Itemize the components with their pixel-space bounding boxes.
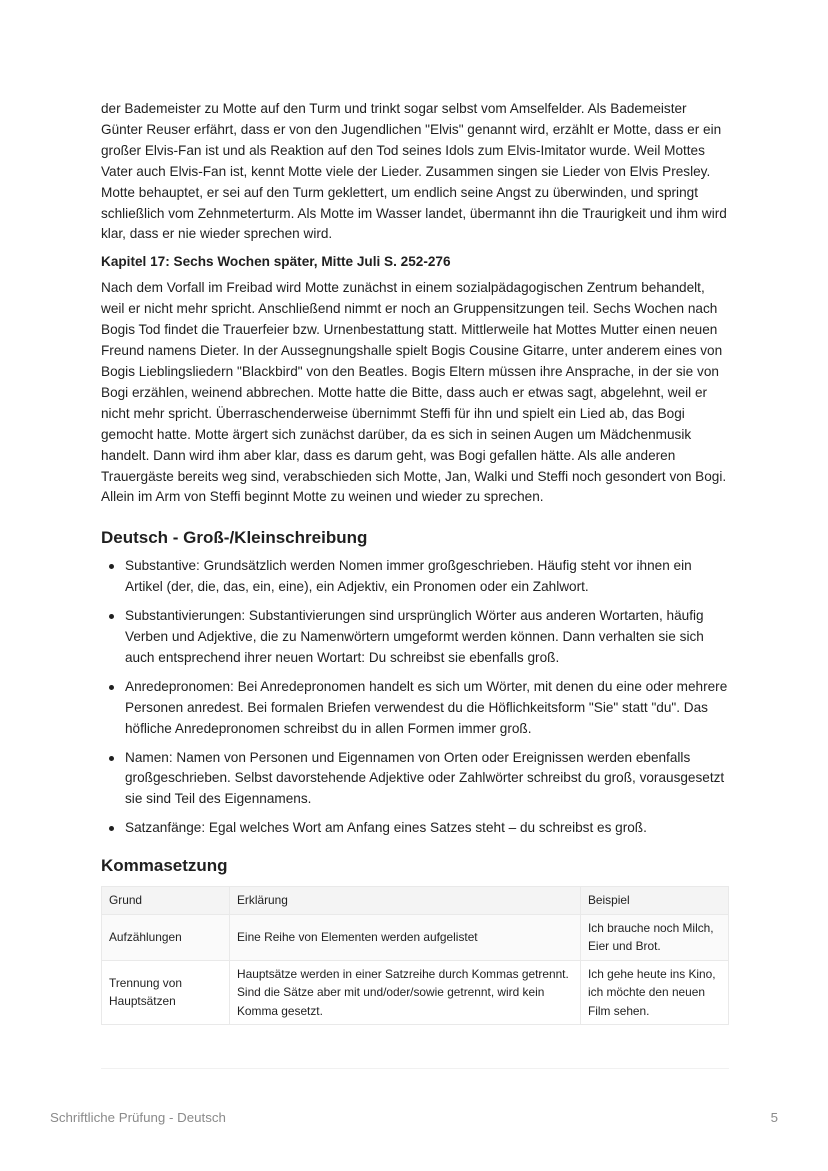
table-cell: Eine Reihe von Elementen werden aufgelistet <box>230 914 581 960</box>
grammar-rule-list <box>101 556 729 839</box>
list-item: Anredepronomen: Bei Anredepronomen handelt es sich um Wörter, mit denen du eine oder mehrere Personen anredest. Bei formalen Briefen verwendest du die Höflichkeitsform "Sie" statt "du". Das höfliche Anredepronomen schreibst du in allen Formen immer groß. <box>125 677 729 740</box>
chapter-heading: Kapitel 17: Sechs Wochen später, Mitte Juli S. 252-276 <box>101 254 451 270</box>
page-content <box>101 99 729 1025</box>
deutsch-heading: Deutsch - Groß-/Kleinschreibung <box>101 528 368 548</box>
divider <box>101 1068 729 1069</box>
table-row <box>102 914 729 960</box>
footer-title: Schriftliche Prüfung - Deutsch <box>50 1110 226 1125</box>
chapter-paragraph: Nach dem Vorfall im Freibad wird Motte zunächst in einem sozialpädagogischen Zentrum behandelt, weil er nicht mehr spricht. Anschließend nimmt er noch an Gruppensitzungen teil. Sechs Wochen nach Bogis Tod findet die Trauerfeier bzw. Urnenbestattung statt. Mittlerweile hat Mottes Mutter einen neuen Freund namens Dieter. In der Aussegnungshalle spielt Bogis Cousine Gitarre, unter anderem eines von Bogis Lieblingsliedern "Blackbird" von den Beatles. Bogis Eltern müssen ihre Ansprache, in der sie von Bogi erzählen, weinend abbrechen. Motte hatte die Bitte, dass auch er etwas sagt, abgelehnt, weil er nicht mehr spricht. Überraschenderweise übernimmt Steffi für ihn und spielt ein Lied ab, das Bogi gemocht hatte. Motte ärgert sich zunächst darüber, da es sich in seinen Augen um Mädchenmusik handelt. Dann wird ihm aber klar, dass es darum geht, was Bogi gefallen hätte. Als alle anderen Trauergäste bereits weg sind, verabschieden sich Motte, Jan, Walki und Steffi noch gesondert von Bogi. Allein im Arm von Steffi beginnt Motte zu weinen und wieder zu sprechen. <box>101 280 727 505</box>
column-header-erklaerung: Erklärung <box>230 887 581 915</box>
table-header-row <box>102 887 729 915</box>
list-item: Namen: Namen von Personen und Eigennamen von Orten oder Ereignissen werden ebenfalls großgeschrieben. Selbst davorstehende Adjektive oder Zahlwörter schreibst du groß, vorausgesetzt sie sind Teil des Eigennamens. <box>125 748 729 811</box>
list-item: Satzanfänge: Egal welches Wort am Anfang eines Satzes steht – du schreibst es groß. <box>125 818 729 839</box>
table-cell: Ich brauche noch Milch, Eier und Brot. <box>581 914 729 960</box>
komma-table <box>101 886 729 1025</box>
table-cell: Trennung von Hauptsätzen <box>102 960 230 1025</box>
komma-heading: Kommasetzung <box>101 856 228 876</box>
list-item: Substantivierungen: Substantivierungen sind ursprünglich Wörter aus anderen Wortarten, häufig Verben und Adjektive, die zu Namenwörtern umgeformt werden können. Dann verhalten sie sich auch entsprechend ihrer neuen Wortart: Du schreibst sie ebenfalls groß. <box>125 606 729 669</box>
intro-paragraph: der Bademeister zu Motte auf den Turm und trinkt sogar selbst vom Amselfelder. Als Bademeister Günter Reuser erfährt, dass er von den Jugendlichen "Elvis" genannt wird, erzählt er Motte, dass er ein großer Elvis-Fan ist und als Reaktion auf den Tod seines Idols zum Elvis-Imitator wurde. Weil Mottes Vater auch Elvis-Fan ist, kennt Motte viele der Lieder. Zusammen singen sie Lieder von Elvis Presley. Motte behauptet, er sei auf den Turm geklettert, um endlich seine Angst zu überwinden, und springt schließlich vom Zehnmeterturm. Als Motte im Wasser landet, übermannt ihn die Traurigkeit und ihm wird klar, dass er nie wieder sprechen wird. <box>101 101 727 242</box>
table-cell: Hauptsätze werden in einer Satzreihe durch Kommas getrennt. Sind die Sätze aber mit und/oder/sowie getrennt, wird kein Komma gesetzt. <box>230 960 581 1025</box>
table-cell: Ich gehe heute ins Kino, ich möchte den neuen Film sehen. <box>581 960 729 1025</box>
table-row <box>102 960 729 1025</box>
page-number: 5 <box>770 1110 778 1125</box>
column-header-grund: Grund <box>102 887 230 915</box>
list-item: Substantive: Grundsätzlich werden Nomen immer großgeschrieben. Häufig steht vor ihnen ein Artikel (der, die, das, ein, eine), ein Adjektiv, ein Pronomen oder ein Zahlwort. <box>125 556 729 598</box>
column-header-beispiel: Beispiel <box>581 887 729 915</box>
table-cell: Aufzählungen <box>102 914 230 960</box>
